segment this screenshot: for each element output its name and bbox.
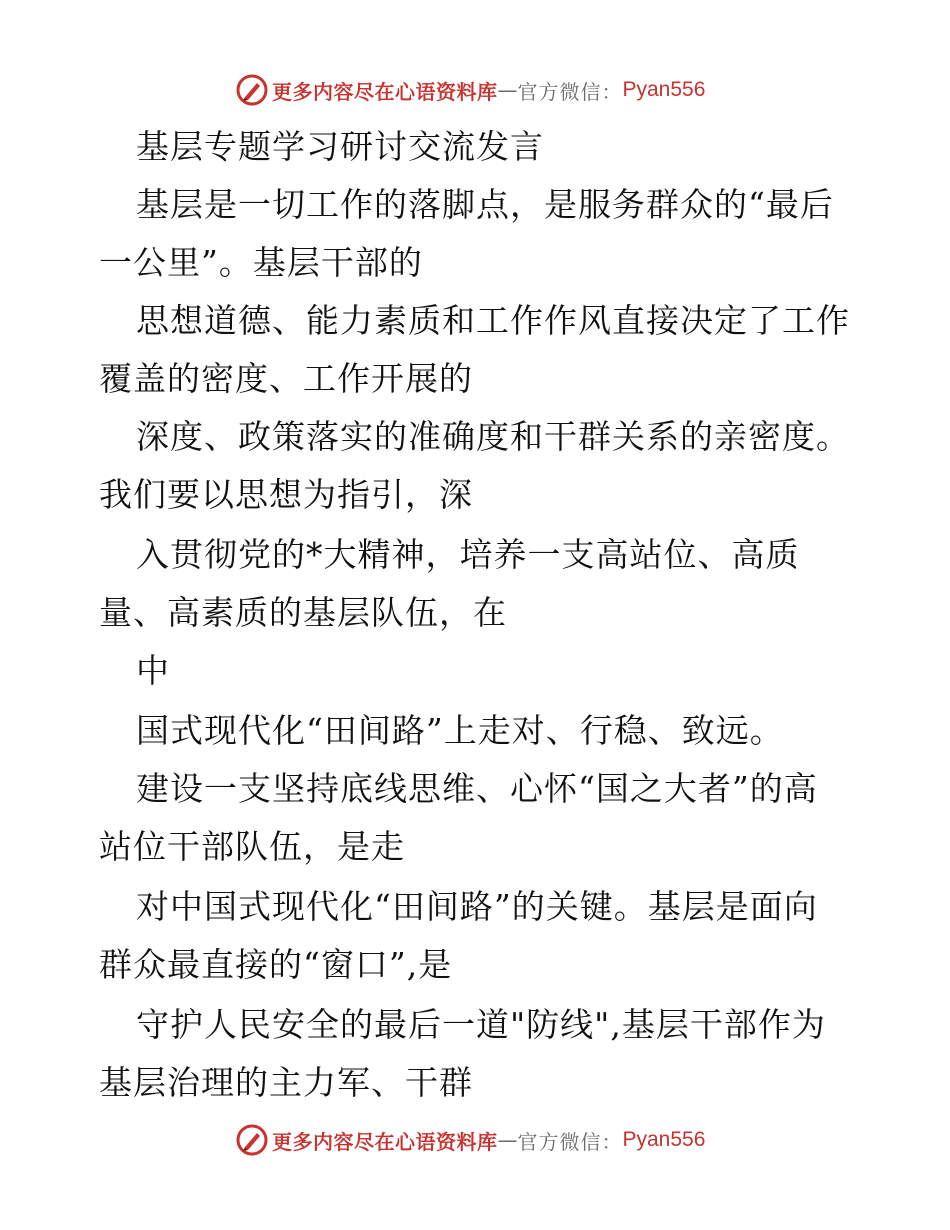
banner-account-id: Pyan556 <box>622 1128 706 1151</box>
text-line: 量、高素质的基层队伍，在 <box>99 593 507 632</box>
text-line: 一公里”。基层干部的 <box>99 243 423 282</box>
text-line: 基层是一切工作的落脚点，是服务群众的“最后 <box>136 185 834 224</box>
text-line: 深度、政策落实的准确度和干群关系的亲密度。 <box>136 417 850 456</box>
banner-wechat-label: 官方微信： <box>517 79 623 104</box>
banner-separator: — <box>497 1128 518 1152</box>
banner-wechat-label: 官方微信： <box>517 1129 623 1154</box>
text-line: 思想道德、能力素质和工作作风直接决定了工作 <box>136 301 850 340</box>
text-line: 中 <box>136 651 170 690</box>
text-line: 对中国式现代化“田间路”的关键。基层是面向 <box>136 887 818 926</box>
text-line: 入贯彻党的*大精神，培养一支高站位、高质 <box>136 535 800 574</box>
footer-banner <box>236 1122 705 1158</box>
banner-account-id: Pyan556 <box>622 78 706 101</box>
banner-brand-text: 更多内容尽在心语资料库 <box>272 79 498 104</box>
header-banner <box>236 72 705 108</box>
text-line: 覆盖的密度、工作开展的 <box>99 359 473 398</box>
text-line: 建设一支坚持底线思维、心怀“国之大者”的高 <box>136 769 818 808</box>
banner-brand-text: 更多内容尽在心语资料库 <box>272 1129 498 1154</box>
text-line: 群众最直接的“窗口”,是 <box>99 945 453 984</box>
text-line: 基层治理的主力军、干群 <box>99 1063 473 1102</box>
pen-logo-icon <box>236 74 268 106</box>
document-title: 基层专题学习研讨交流发言 <box>136 127 544 166</box>
text-line: 站位干部队伍，是走 <box>99 827 405 866</box>
pen-logo-icon <box>236 1124 268 1156</box>
banner-separator: — <box>497 78 518 102</box>
text-line: 我们要以思想为指引，深 <box>99 475 473 514</box>
text-line: 国式现代化“田间路”上走对、行稳、致远。 <box>136 711 784 750</box>
text-line: 守护人民安全的最后一道"防线",基层干部作为 <box>136 1005 826 1044</box>
